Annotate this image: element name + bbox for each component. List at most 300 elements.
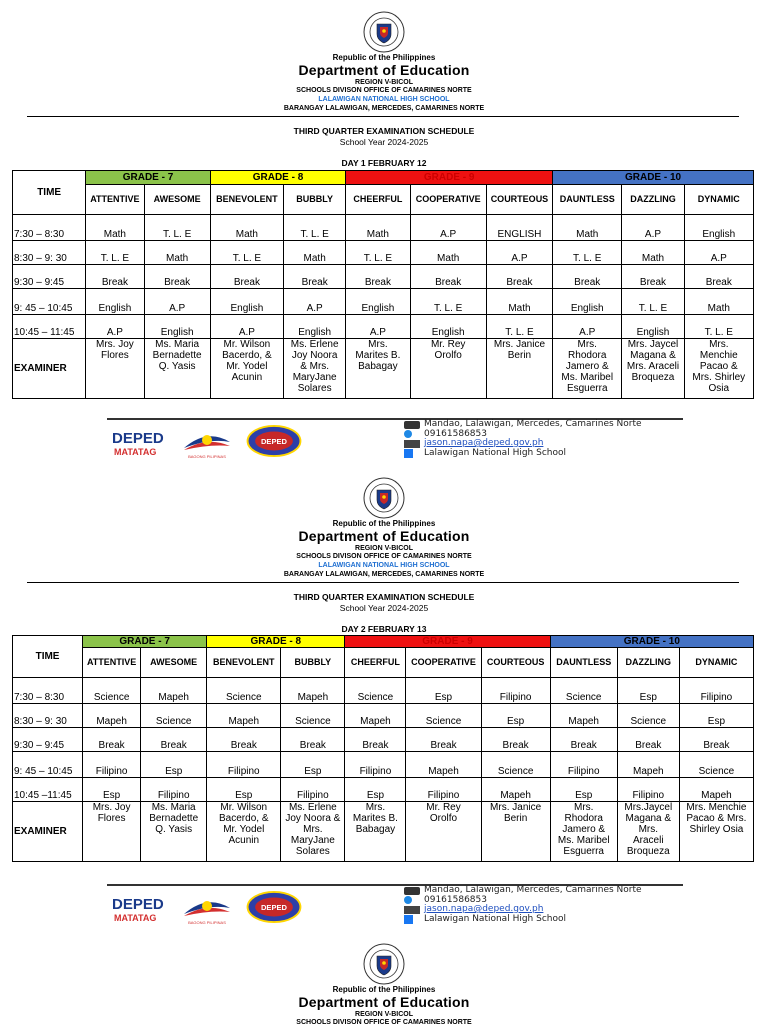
examiner-name-line: Flores — [100, 350, 129, 361]
subject-cell: A.P — [284, 289, 346, 315]
deped-seal-icon — [363, 477, 405, 519]
school-address: BARANGAY LALAWIGAN, MERCEDES, CAMARINES NORTE — [283, 571, 485, 578]
subject-cell: English — [86, 289, 144, 315]
examiner-name-line: Ms. Maribel — [561, 372, 614, 383]
examiner-name-line: Mr. Rey — [430, 339, 466, 350]
section-header: COURTEOUS — [486, 185, 552, 215]
examiner-name-line: Orolfo — [434, 350, 462, 361]
examiner-cell — [486, 339, 552, 399]
subject-cell: Science — [281, 704, 345, 728]
examiner-name-line: Menchie — [699, 350, 738, 361]
subject-cell: Filipino — [679, 678, 753, 704]
subject-cell: Math — [553, 215, 622, 241]
section-header: COURTEOUS — [481, 648, 550, 678]
grade-9-header: GRADE - 9 — [346, 171, 553, 185]
subject-cell: Break — [144, 265, 210, 289]
subject-cell: Esp — [83, 778, 141, 802]
subject-cell: English — [553, 289, 622, 315]
subject-cell: Break — [281, 728, 345, 752]
subject-cell: Science — [481, 752, 550, 778]
examiner-cell — [553, 339, 622, 399]
schedule-row — [13, 241, 754, 265]
examiner-name-line: Ms. Maria — [155, 339, 200, 350]
schedule-row — [13, 704, 754, 728]
examiner-cell — [345, 802, 406, 862]
section-header: DYNAMIC — [679, 648, 753, 678]
examiner-row — [13, 802, 754, 862]
subject-cell: Mapeh — [207, 704, 281, 728]
subject-cell: Break — [210, 265, 283, 289]
email-icon — [404, 440, 420, 448]
email-icon — [404, 906, 420, 914]
examiner-name-line: Marites B. — [355, 350, 401, 361]
subject-cell: Filipino — [550, 752, 617, 778]
examiner-name-line: Marites B. — [352, 813, 398, 824]
section-header: ATTENTIVE — [83, 648, 141, 678]
examiner-name-line: Ms. Erlene — [288, 802, 337, 813]
subject-cell: Esp — [406, 678, 481, 704]
examiner-name-line: Magana & — [630, 350, 676, 361]
subject-cell: Break — [550, 728, 617, 752]
examiner-name-line: Broqueza — [626, 846, 670, 857]
examiner-name-line: Mrs. Jaycel — [627, 339, 679, 350]
schedule-row — [13, 778, 754, 802]
examiner-cell — [481, 802, 550, 862]
schedule-table-day2 — [12, 635, 754, 862]
svg-text:DEPED: DEPED — [260, 902, 288, 912]
examiner-name-line: Mrs. — [709, 339, 729, 350]
subject-cell: Mapeh — [679, 778, 753, 802]
subject-cell: Math — [622, 241, 684, 265]
examiner-name-line: Q. Yasis — [155, 824, 193, 835]
subject-cell: Math — [684, 289, 753, 315]
page-footer — [0, 881, 768, 931]
subject-cell: Science — [550, 678, 617, 704]
examiner-name-line: Mrs. — [368, 339, 388, 350]
subject-cell: A.P — [486, 241, 552, 265]
time-header: TIME — [13, 171, 86, 215]
contact-address: Mandao, Lalawigan, Mercedes, Camarines Norte — [424, 419, 642, 429]
time-cell: 9:30 – 9:45 — [13, 728, 83, 752]
subject-cell: Science — [345, 678, 406, 704]
deped-seal-icon — [363, 11, 405, 53]
subject-cell: Filipino — [281, 778, 345, 802]
day-label: DAY 2 FEBRUARY 13 — [341, 624, 427, 634]
facebook-icon — [404, 449, 413, 458]
examiner-name-line: Rhodora — [568, 350, 607, 361]
examiner-cell — [83, 802, 141, 862]
subject-cell: Mapeh — [345, 704, 406, 728]
subject-cell: Mapeh — [617, 752, 679, 778]
examiner-name-line: Berin — [507, 350, 532, 361]
section-header: AWESOME — [141, 648, 207, 678]
examiner-name-line: Babagay — [358, 361, 398, 372]
examiner-name-line: Osia — [708, 383, 730, 394]
subject-cell: Mapeh — [550, 704, 617, 728]
examiner-cell — [684, 339, 753, 399]
section-header: BENEVOLENT — [210, 185, 283, 215]
time-cell: 10:45 –11:45 — [13, 778, 83, 802]
examiner-row — [13, 339, 754, 399]
subject-cell: T. L. E — [210, 241, 283, 265]
svg-text:DEPED: DEPED — [112, 430, 164, 447]
subject-cell: T. L. E — [553, 241, 622, 265]
header-divider — [27, 582, 739, 583]
contact-email[interactable]: jason.napa@deped.gov.ph — [424, 904, 544, 914]
subject-cell: Mapeh — [141, 678, 207, 704]
school-year: School Year 2024-2025 — [339, 137, 429, 147]
examiner-name-line: Pacao & — [699, 361, 738, 372]
subject-cell: T. L. E — [486, 315, 552, 339]
subject-cell: T. L. E — [684, 315, 753, 339]
subject-cell: ENGLISH — [486, 215, 552, 241]
subject-cell: English — [684, 215, 753, 241]
section-header: AWESOME — [144, 185, 210, 215]
republic-text: Republic of the Philippines — [332, 985, 436, 994]
examiner-cell — [622, 339, 684, 399]
examiner-name-line: Esguerra — [566, 383, 608, 394]
examiner-name-line: Mr. Yodel — [223, 824, 265, 835]
examiner-name-line: Pacao & Mrs. — [686, 813, 747, 824]
division-text: SCHOOLS DIVISON OFFICE OF CAMARINES NORTE — [296, 553, 472, 560]
subject-cell: Break — [617, 728, 679, 752]
school-logo-icon — [244, 890, 304, 924]
subject-cell: Science — [141, 704, 207, 728]
subject-cell: Break — [207, 728, 281, 752]
examiner-name-line: Joy Noora — [291, 350, 338, 361]
svg-text:BAGONG PILIPINAS: BAGONG PILIPINAS — [188, 454, 226, 459]
subject-cell: Science — [617, 704, 679, 728]
subject-cell: Science — [406, 704, 481, 728]
department-title: Department of Education — [298, 994, 470, 1010]
examiner-name-line: Mrs. Menchie — [686, 802, 747, 813]
subject-cell: Filipino — [141, 778, 207, 802]
subject-cell: Esp — [550, 778, 617, 802]
deped-logo-icon — [110, 892, 172, 926]
time-cell: 8:30 – 9: 30 — [13, 704, 83, 728]
examiner-name-line: Magana & — [625, 813, 672, 824]
day-label: DAY 1 FEBRUARY 12 — [341, 158, 427, 168]
examiner-cell — [679, 802, 753, 862]
subject-cell: Filipino — [207, 752, 281, 778]
section-header: DAZZLING — [622, 185, 684, 215]
svg-text:MATATAG: MATATAG — [114, 447, 157, 457]
subject-cell: English — [410, 315, 486, 339]
subject-cell: Break — [486, 265, 552, 289]
svg-text:DEPED: DEPED — [112, 896, 164, 913]
subject-cell: T. L. E — [346, 241, 410, 265]
subject-cell: T. L. E — [144, 215, 210, 241]
bagong-pilipinas-logo-icon — [180, 892, 234, 926]
subject-cell: Break — [345, 728, 406, 752]
examiner-name-line: & Mrs. — [300, 361, 330, 372]
section-header: DYNAMIC — [684, 185, 753, 215]
subject-cell: Filipino — [617, 778, 679, 802]
subject-cell: Break — [410, 265, 486, 289]
facebook-icon — [404, 915, 413, 924]
page-1 — [0, 0, 768, 470]
school-name: LALAWIGAN NATIONAL HIGH SCHOOL — [318, 96, 450, 103]
section-header: DAZZLING — [617, 648, 679, 678]
subject-cell: Break — [83, 728, 141, 752]
examiner-name-line: Mrs. Janice — [493, 339, 546, 350]
section-header: CHEERFUL — [346, 185, 410, 215]
subject-cell: Break — [346, 265, 410, 289]
schedule-row — [13, 265, 754, 289]
page-3 — [0, 932, 768, 1024]
section-header: BUBBLY — [281, 648, 345, 678]
location-icon — [404, 421, 420, 429]
examiner-cell — [144, 339, 210, 399]
examiner-name-line: Q. Yasis — [158, 361, 196, 372]
time-cell: 7:30 – 8:30 — [13, 678, 83, 704]
section-header: COOPERATIVE — [410, 185, 486, 215]
subject-cell: Mapeh — [406, 752, 481, 778]
region-text: REGION V-BICOL — [355, 545, 413, 552]
examiner-name-line: MaryJane — [290, 835, 335, 846]
subject-cell: Break — [284, 265, 346, 289]
deped-logo-icon — [110, 426, 172, 460]
time-cell: 9:30 – 9:45 — [13, 265, 86, 289]
schedule-row — [13, 289, 754, 315]
department-title: Department of Education — [298, 528, 470, 544]
school-year: School Year 2024-2025 — [339, 603, 429, 613]
schedule-row — [13, 215, 754, 241]
subject-cell: A.P — [622, 215, 684, 241]
subject-cell: T. L. E — [86, 241, 144, 265]
time-cell: 10:45 – 11:45 — [13, 315, 86, 339]
time-cell: 9: 45 – 10:45 — [13, 289, 86, 315]
section-header: BUBBLY — [284, 185, 346, 215]
subject-cell: T. L. E — [410, 289, 486, 315]
schedule-row — [13, 728, 754, 752]
grade-7-header: GRADE - 7 — [86, 171, 210, 185]
examiner-name-line: Mr. Wilson — [223, 339, 271, 350]
subject-cell: Esp — [679, 704, 753, 728]
subject-cell: Filipino — [481, 678, 550, 704]
examiner-cell — [550, 802, 617, 862]
svg-text:DEPED: DEPED — [260, 436, 288, 446]
contact-info — [404, 420, 642, 458]
schedule-row — [13, 752, 754, 778]
examiner-cell — [406, 802, 481, 862]
subject-cell: A.P — [410, 215, 486, 241]
examiner-name-line: Mrs. Araceli — [626, 361, 680, 372]
examiner-name-line: Mr. Yodel — [226, 361, 268, 372]
subject-cell: Filipino — [83, 752, 141, 778]
division-text: SCHOOLS DIVISON OFFICE OF CAMARINES NORTE — [296, 1019, 472, 1026]
subject-cell: T. L. E — [622, 289, 684, 315]
subject-cell: A.P — [684, 241, 753, 265]
examiner-name-line: Mrs. — [303, 824, 323, 835]
region-text: REGION V-BICOL — [355, 1011, 413, 1018]
examiner-cell — [410, 339, 486, 399]
examiner-name-line: Mr. Wilson — [220, 802, 268, 813]
examiner-label: EXAMINER — [13, 339, 86, 399]
subject-cell: Mapeh — [83, 704, 141, 728]
subject-cell: English — [622, 315, 684, 339]
examiner-name-line: Mrs. — [638, 824, 659, 835]
subject-cell: Break — [622, 265, 684, 289]
bagong-pilipinas-logo-icon — [180, 426, 234, 460]
location-icon — [404, 887, 420, 895]
phone-icon — [404, 430, 412, 438]
grade-10-header: GRADE - 10 — [550, 636, 753, 648]
schedule-row — [13, 678, 754, 704]
svg-text:MATATAG: MATATAG — [114, 913, 157, 923]
contact-phone: 09161586853 — [424, 428, 487, 439]
subject-cell: English — [284, 315, 346, 339]
schedule-title: THIRD QUARTER EXAMINATION SCHEDULE — [293, 126, 475, 136]
subject-cell: Esp — [617, 678, 679, 704]
subject-cell: T. L. E — [284, 215, 346, 241]
school-logo-icon — [244, 424, 304, 458]
republic-text: Republic of the Philippines — [332, 53, 436, 62]
examiner-cell — [284, 339, 346, 399]
subject-cell: Break — [406, 728, 481, 752]
schedule-title: THIRD QUARTER EXAMINATION SCHEDULE — [293, 592, 475, 602]
examiner-cell — [346, 339, 410, 399]
section-header: CHEERFUL — [345, 648, 406, 678]
examiner-name-line: Esguerra — [563, 846, 604, 857]
examiner-name-line: Shirley Osia — [689, 824, 744, 835]
examiner-name-line: Flores — [97, 813, 126, 824]
examiner-name-line: Joy Noora & — [285, 813, 341, 824]
examiner-name-line: Jamero & — [562, 824, 606, 835]
phone-icon — [404, 896, 412, 904]
subject-cell: A.P — [553, 315, 622, 339]
examiner-cell — [207, 802, 281, 862]
subject-cell: Esp — [481, 704, 550, 728]
deped-seal-icon — [363, 943, 405, 985]
examiner-name-line: Mrs.Jaycel — [624, 802, 673, 813]
examiner-name-line: Jamero & — [565, 361, 609, 372]
section-header: DAUNTLESS — [553, 185, 622, 215]
school-name: LALAWIGAN NATIONAL HIGH SCHOOL — [318, 562, 450, 569]
subject-cell: Math — [346, 215, 410, 241]
section-header: BENEVOLENT — [207, 648, 281, 678]
contact-address: Mandao, Lalawigan, Mercedes, Camarines Norte — [424, 885, 642, 895]
examiner-cell — [210, 339, 283, 399]
subject-cell: Mapeh — [281, 678, 345, 704]
examiner-name-line: Ms. Maribel — [557, 835, 610, 846]
examiner-name-line: Solares — [295, 846, 330, 857]
contact-email[interactable]: jason.napa@deped.gov.ph — [424, 438, 544, 448]
schedule-table-day1 — [12, 170, 754, 399]
examiner-cell — [141, 802, 207, 862]
examiner-name-line: Ms. Maria — [151, 802, 196, 813]
time-cell: 8:30 – 9: 30 — [13, 241, 86, 265]
subject-cell: Filipino — [345, 752, 406, 778]
examiner-cell — [617, 802, 679, 862]
examiner-name-line: Mrs. — [573, 802, 594, 813]
examiner-name-line: MaryJane — [292, 372, 337, 383]
examiner-name-line: Mrs. Joy — [96, 339, 134, 350]
subject-cell: Science — [679, 752, 753, 778]
examiner-name-line: Solares — [297, 383, 332, 394]
subject-cell: Math — [144, 241, 210, 265]
contact-info — [404, 886, 642, 924]
examiner-name-line: Berin — [503, 813, 528, 824]
examiner-name-line: Acunin — [231, 372, 263, 383]
subject-cell: Break — [481, 728, 550, 752]
subject-cell: English — [210, 289, 283, 315]
examiner-name-line: Babagay — [355, 824, 396, 835]
subject-cell: Mapeh — [481, 778, 550, 802]
examiner-name-line: Mrs. Shirley — [692, 372, 746, 383]
grade-8-header: GRADE - 8 — [210, 171, 346, 185]
examiner-name-line: Orolfo — [429, 813, 458, 824]
examiner-name-line: Mr. Rey — [426, 802, 461, 813]
examiner-name-line: Araceli — [633, 835, 664, 846]
subject-cell: Science — [207, 678, 281, 704]
time-header: TIME — [13, 636, 83, 678]
examiner-name-line: Mrs. Janice — [490, 802, 542, 813]
subject-cell: Break — [141, 728, 207, 752]
subject-cell: Math — [210, 215, 283, 241]
examiner-name-line: Bacerdo, & — [219, 813, 269, 824]
subject-cell: Break — [684, 265, 753, 289]
svg-text:BAGONG PILIPINAS: BAGONG PILIPINAS — [188, 920, 226, 925]
page-2 — [0, 466, 768, 936]
examiner-name-line: Rhodora — [564, 813, 603, 824]
examiner-cell — [86, 339, 144, 399]
examiner-name-line: Mrs. Joy — [92, 802, 131, 813]
time-cell: 7:30 – 8:30 — [13, 215, 86, 241]
examiner-label: EXAMINER — [13, 802, 83, 862]
examiner-name-line: Bernadette — [152, 350, 202, 361]
school-address: BARANGAY LALAWIGAN, MERCEDES, CAMARINES NORTE — [283, 105, 485, 112]
contact-facebook[interactable]: Lalawigan National High School — [424, 913, 566, 924]
subject-cell: Esp — [207, 778, 281, 802]
contact-phone: 09161586853 — [424, 894, 487, 905]
subject-cell: Esp — [281, 752, 345, 778]
section-header: COOPERATIVE — [406, 648, 481, 678]
subject-cell: Math — [410, 241, 486, 265]
subject-cell: Break — [553, 265, 622, 289]
region-text: REGION V-BICOL — [355, 79, 413, 86]
examiner-name-line: Ms. Erlene — [290, 339, 339, 350]
subject-cell: Break — [86, 265, 144, 289]
page-footer — [0, 415, 768, 465]
contact-facebook[interactable]: Lalawigan National High School — [424, 447, 566, 458]
subject-cell: English — [144, 315, 210, 339]
subject-cell: Science — [83, 678, 141, 704]
examiner-name-line: Bacerdo, & — [222, 350, 272, 361]
section-header: ATTENTIVE — [86, 185, 144, 215]
subject-cell: English — [346, 289, 410, 315]
examiner-cell — [281, 802, 345, 862]
republic-text: Republic of the Philippines — [332, 519, 436, 528]
subject-cell: Esp — [141, 752, 207, 778]
grade-9-header: GRADE - 9 — [345, 636, 550, 648]
subject-cell: Math — [486, 289, 552, 315]
subject-cell: A.P — [144, 289, 210, 315]
section-header: DAUNTLESS — [550, 648, 617, 678]
examiner-name-line: Mrs. — [577, 339, 597, 350]
subject-cell: Filipino — [406, 778, 481, 802]
subject-cell: Esp — [345, 778, 406, 802]
examiner-name-line: Acunin — [228, 835, 260, 846]
header-divider — [27, 116, 739, 117]
subject-cell: A.P — [210, 315, 283, 339]
grade-10-header: GRADE - 10 — [553, 171, 754, 185]
subject-cell: Break — [679, 728, 753, 752]
examiner-name-line: Broqueza — [631, 372, 675, 383]
subject-cell: Math — [86, 215, 144, 241]
division-text: SCHOOLS DIVISON OFFICE OF CAMARINES NORTE — [296, 87, 472, 94]
subject-cell: Math — [284, 241, 346, 265]
